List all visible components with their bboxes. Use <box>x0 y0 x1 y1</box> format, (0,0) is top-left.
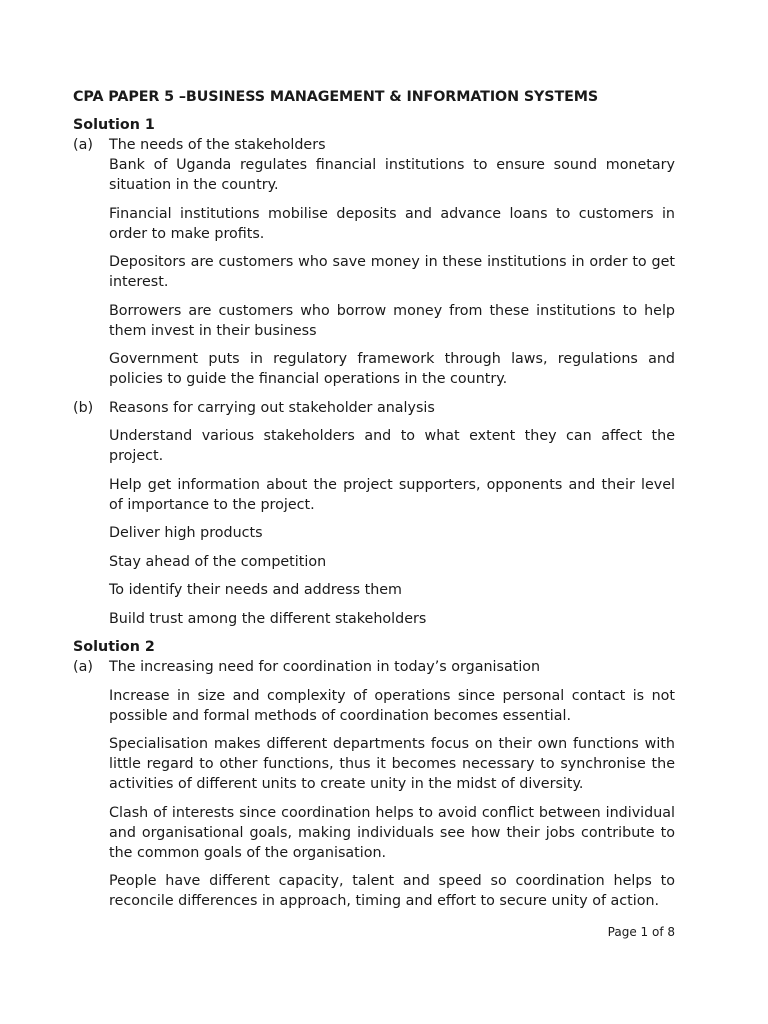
paragraph: Specialisation makes different departments focus on their own functions with little regard to other functions, thus it becomes necessary to synchronise the activities of different units to create unity in the midst of diversity. <box>109 736 675 792</box>
paragraph: Deliver high products <box>109 525 263 541</box>
paragraph: Stay ahead of the competition <box>109 553 327 570</box>
paragraph: To identify their needs and address them <box>109 582 402 598</box>
solution-1-part-a <box>73 135 675 389</box>
paragraph: Financial institutions mobilise deposits and advance loans to customers in order to make profits. <box>109 205 675 242</box>
part-heading: The increasing need for coordination in today’s organisation <box>109 659 541 675</box>
part-marker: (a) <box>73 659 93 675</box>
part-marker: (b) <box>73 399 94 416</box>
paragraph: Borrowers are customers who borrow money from these institutions to help them invest in their business <box>109 302 675 339</box>
paragraph: Understand various stakeholders and to what extent they can affect the project. <box>109 428 675 464</box>
solution-1-part-b <box>73 398 675 629</box>
document-body <box>73 87 675 920</box>
paragraph: Bank of Uganda regulates financial institutions to ensure sound monetary situation in the country. <box>109 157 675 193</box>
solution-heading: Solution 2 <box>73 639 155 655</box>
solution-heading: Solution 1 <box>73 117 155 133</box>
paragraph: Build trust among the different stakeholders <box>109 610 427 627</box>
paragraph: Clash of interests since coordination helps to avoid conflict between individual and organisational goals, making individuals see how their jobs contribute to the common goals of the organisation. <box>109 804 675 861</box>
paragraph: Depositors are customers who save money in these institutions in order to get interest. <box>109 254 675 290</box>
solution-2-part-a <box>73 657 675 911</box>
solution-1 <box>73 115 675 629</box>
paragraph: Help get information about the project supporters, opponents and their level of importance to the project. <box>109 476 675 513</box>
solution-2 <box>73 637 675 911</box>
page-number: Page 1 of 8 <box>607 925 675 939</box>
part-marker: (a) <box>73 137 93 153</box>
paragraph: Government puts in regulatory framework through laws, regulations and policies to guide the financial operations in the country. <box>109 351 675 387</box>
part-heading: The needs of the stakeholders <box>109 137 326 153</box>
document-title: CPA PAPER 5 –BUSINESS MANAGEMENT & INFORMATION SYSTEMS <box>73 89 599 105</box>
paragraph: People have different capacity, talent and speed so coordination helps to reconcile differences in approach, timing and effort to secure unity of action. <box>109 873 675 909</box>
paragraph: Increase in size and complexity of operations since personal contact is not possible and formal methods of coordination becomes essential. <box>109 687 675 724</box>
part-heading: Reasons for carrying out stakeholder analysis <box>109 399 435 416</box>
